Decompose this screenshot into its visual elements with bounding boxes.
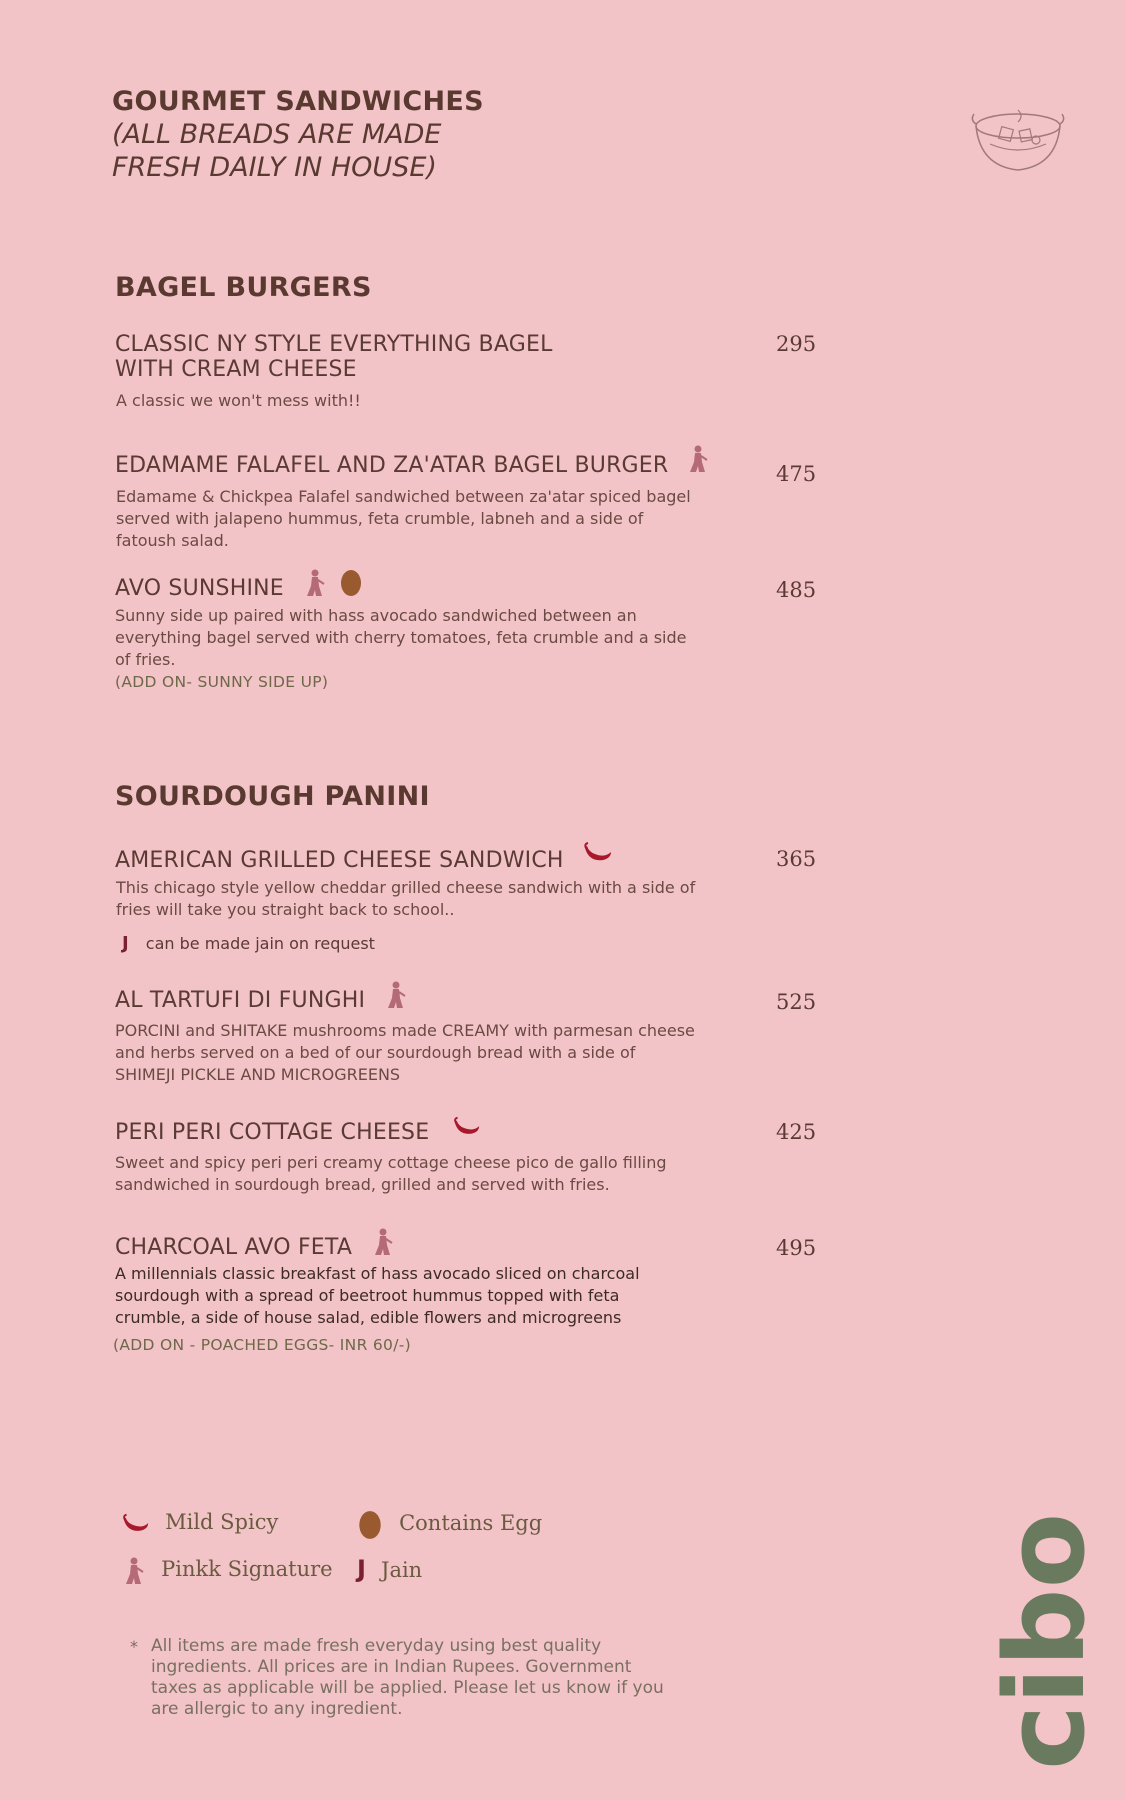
menu-item-addon: (ADD ON- SUNNY SIDE UP) xyxy=(115,673,329,691)
menu-item-description: A millennials classic breakfast of hass avocado sliced on charcoal sourdough with a spread of beetroot hummus topped with feta crumble, a side of house salad, edible flowers and microgreens xyxy=(115,1264,640,1327)
menu-item-name: AL TARTUFI DI FUNGHI xyxy=(115,988,366,1013)
pinkk-signature-icon xyxy=(384,980,406,1010)
menu-item-description: PORCINI and SHITAKE mushrooms made CREAMY with parmesan cheese and herbs served on a bed of our sourdough bread with a side of SHIMEJI PICKLE AND MICROGREENS xyxy=(115,1021,695,1084)
menu-item-name-avo-sunshine xyxy=(115,576,362,601)
legend-label: Jain xyxy=(381,1558,423,1582)
menu-item-name: CHARCOAL AVO FETA xyxy=(115,1235,353,1260)
menu-item-description: Sweet and spicy peri peri creamy cottage cheese pico de gallo filling sandwiched in sourdough bread, grilled and served with fries. xyxy=(115,1153,667,1194)
menu-item-name: AMERICAN GRILLED CHEESE SANDWICH xyxy=(115,848,564,873)
chili-icon xyxy=(451,1116,481,1140)
legend-mild-spicy xyxy=(120,1510,278,1537)
menu-item-name-american-grilled-cheese xyxy=(115,848,613,873)
page-title: GOURMET SANDWICHES xyxy=(112,86,484,117)
legend-label: Pinkk Signature xyxy=(161,1556,333,1581)
jain-note xyxy=(122,933,375,954)
menu-item-name-peri-peri xyxy=(115,1120,481,1145)
pinkk-signature-icon xyxy=(686,444,708,474)
menu-item-description: Sunny side up paired with hass avocado sandwiched between an everything bagel served with cherry tomatoes, feta crumble and a side of fries. xyxy=(115,606,687,669)
footnote-text: All items are made fresh everyday using best quality ingredients. All prices are in Indian Rupees. Government taxes as applicable will be applied. Please let us know if you are allergic to any ingredient. xyxy=(151,1636,664,1719)
jain-icon: J xyxy=(122,933,129,954)
menu-item-description: A classic we won't mess with!! xyxy=(116,391,361,410)
section-title-bagel-burgers: BAGEL BURGERS xyxy=(115,272,372,303)
brand-name: cibo xyxy=(981,1512,1109,1770)
menu-item-price: 495 xyxy=(776,1236,817,1260)
subtitle-line-2: FRESH DAILY IN HOUSE) xyxy=(112,152,437,183)
bowl-icon xyxy=(968,104,1068,176)
jain-note-text: can be made jain on request xyxy=(145,934,375,953)
page-subtitle xyxy=(112,118,532,184)
pinkk-signature-icon xyxy=(303,568,325,598)
menu-item-name: AVO SUNSHINE xyxy=(115,576,284,601)
menu-item-description: This chicago style yellow cheddar grilled cheese sandwich with a side of fries will take you straight back to school.. xyxy=(116,878,696,919)
pinkk-signature-icon xyxy=(122,1555,144,1587)
legend-contains-egg xyxy=(358,1510,542,1540)
footnote-star: * xyxy=(130,1637,138,1656)
menu-item-name-edamame xyxy=(115,453,708,478)
menu-item-name xyxy=(115,332,553,382)
menu-item-price: 485 xyxy=(776,578,817,602)
legend-pinkk-signature xyxy=(122,1555,333,1587)
brand-logo xyxy=(940,1460,1125,1790)
menu-item-price: 425 xyxy=(776,1120,817,1144)
menu-item-price: 295 xyxy=(776,332,817,356)
legend-label: Mild Spicy xyxy=(165,1510,279,1534)
chili-icon xyxy=(581,842,613,866)
menu-item-name-line-1: CLASSIC NY STYLE EVERYTHING BAGEL xyxy=(115,332,553,357)
menu-item-price: 475 xyxy=(776,462,817,486)
legend-jain xyxy=(357,1555,422,1583)
jain-icon: J xyxy=(357,1555,366,1583)
menu-item-name: EDAMAME FALAFEL AND ZA'ATAR BAGEL BURGER xyxy=(115,453,669,478)
menu-item-description: Edamame & Chickpea Falafel sandwiched between za'atar spiced bagel served with jalapeno hummus, feta crumble, labneh and a side of fatoush salad. xyxy=(116,487,691,550)
menu-item-name-line-2: WITH CREAM CHEESE xyxy=(115,357,357,382)
egg-icon xyxy=(358,1510,382,1540)
egg-icon xyxy=(340,569,362,597)
chili-icon xyxy=(120,1513,150,1537)
menu-item-price: 365 xyxy=(776,847,817,871)
menu-item-name-charcoal-avo-feta xyxy=(115,1235,393,1260)
menu-item-addon: (ADD ON - POACHED EGGS- INR 60/-) xyxy=(113,1336,411,1354)
menu-item-name: PERI PERI COTTAGE CHEESE xyxy=(115,1120,430,1145)
pinkk-signature-icon xyxy=(371,1227,393,1257)
menu-item-name-al-tartufi xyxy=(115,988,406,1013)
section-title-sourdough-panini: SOURDOUGH PANINI xyxy=(115,781,430,812)
subtitle-line-1: (ALL BREADS ARE MADE xyxy=(112,119,442,150)
menu-item-price: 525 xyxy=(776,990,817,1014)
legend-label: Contains Egg xyxy=(399,1510,543,1535)
